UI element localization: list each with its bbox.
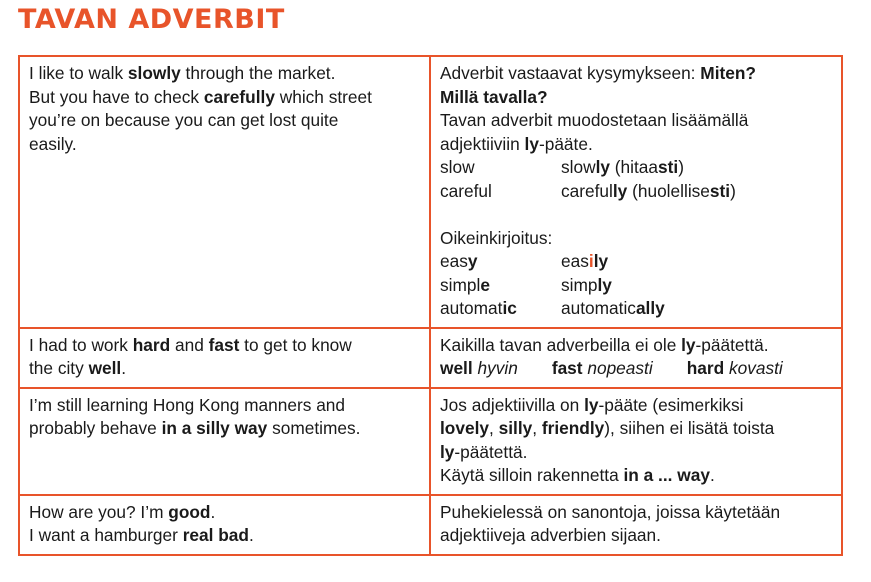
explanation-cell <box>430 328 842 388</box>
explanation-cell <box>430 388 842 495</box>
text-line: adjektiiveja adverbien sijaan. <box>440 525 661 545</box>
example-cell <box>19 328 430 388</box>
translation-item: well hyvin <box>440 358 518 378</box>
table-row <box>19 328 842 388</box>
text-line: I had to work hard and fast to get to know <box>29 334 352 355</box>
text-line: How are you? I’m good. <box>29 501 216 522</box>
table-row <box>19 56 842 328</box>
page-title: TAVAN ADVERBIT <box>18 4 285 35</box>
text-line: But you have to check carefully which street <box>29 86 372 107</box>
example-cell <box>19 388 430 495</box>
text-line: I’m still learning Hong Kong manners and <box>29 394 346 415</box>
explanation-cell <box>430 495 842 555</box>
text-line: adjektiiviin ly-pääte. <box>440 133 593 154</box>
explanation-cell <box>430 56 842 328</box>
text-line: probably behave in a silly way sometimes. <box>29 418 361 438</box>
text-line: Millä tavalla? <box>440 86 548 107</box>
text-line: Käytä silloin rakennetta in a ... way. <box>440 465 715 485</box>
example-cell <box>19 495 430 555</box>
grammar-table <box>18 55 843 556</box>
translation-row <box>440 357 833 381</box>
spelling-pair: automatic automatically <box>440 298 665 318</box>
translation-item: hard kovasti <box>686 358 783 378</box>
text-line: lovely, silly, friendly), siihen ei lisätä toista <box>440 418 775 438</box>
highlight-word: slowly <box>127 63 181 83</box>
example-pair: slow slowly (hitaasti) <box>440 157 684 177</box>
text-line: you’re on because you can get lost quite <box>29 110 339 130</box>
text-line: Tavan adverbit muodostetaan lisäämällä <box>440 110 749 130</box>
text-line: I like to walk slowly through the market. <box>29 63 336 83</box>
example-pair: careful carefully (huolellisesti) <box>440 180 736 201</box>
text-line: ly-päätettä. <box>440 441 528 462</box>
table-row <box>19 495 842 555</box>
highlight-word: carefully <box>203 86 275 107</box>
text-line: Puhekielessä on sanontoja, joissa käytetään <box>440 501 781 522</box>
table-row <box>19 388 842 495</box>
example-cell <box>19 56 430 328</box>
text-line: the city well. <box>29 358 127 378</box>
text-line: I want a hamburger real bad. <box>29 525 254 545</box>
text-line: Adverbit vastaavat kysymykseen: Miten? <box>440 63 756 83</box>
text-line: easily. <box>29 133 77 154</box>
spelling-change: i <box>588 251 594 271</box>
spelling-pair: easy easily <box>440 251 609 271</box>
text-line: Kaikilla tavan adverbeilla ei ole ly-päätettä. <box>440 334 769 355</box>
spelling-pair: simple simply <box>440 274 612 295</box>
text-line: Jos adjektiivilla on ly-pääte (esimerkiksi <box>440 394 744 415</box>
translation-item: fast nopeasti <box>551 358 653 378</box>
spelling-heading: Oikeinkirjoitus: <box>440 227 553 248</box>
